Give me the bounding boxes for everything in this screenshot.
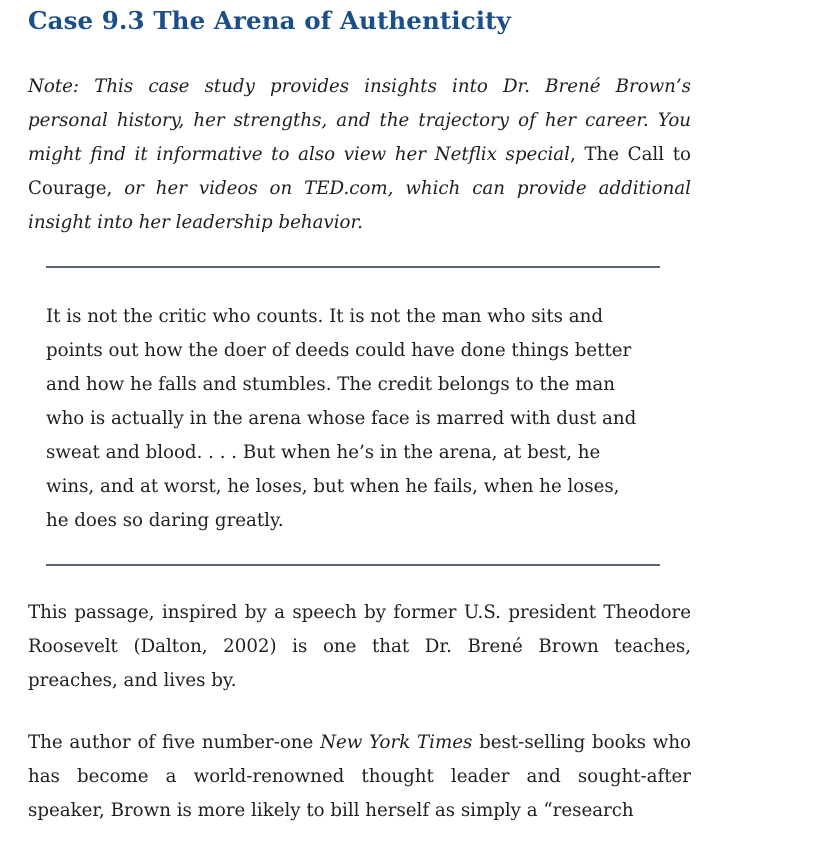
roosevelt-quote-text: It is not the critic who counts. It is not the man who sits and points out how the doer of deeds could have done things better and how he falls and stumbles. The credit belongs to the man who is actually in the arena whose face is marred with dust and sweat and blood. . . . But when he’s in the arena, at best, he wins, and at worst, he loses, but when he fails, when he loses, he does so daring greatly. (46, 306, 637, 531)
para2-text-end: best-selling books who has become a world-renowned thought leader and sought-after speaker, Brown is more likely to bill herself as simply a “research (28, 732, 691, 821)
note-text-part1: Note: This case study provides insights into Dr. Brené Brown’s personal history, her strengths, and the trajectory of her career. You might find it informative to also view her Netflix special (28, 76, 691, 165)
para2-nyt-title: New York Times (320, 732, 473, 753)
para2-text-start: The author of five number-one (28, 732, 321, 753)
case-study-page (28, 0, 691, 828)
case-note (28, 70, 691, 240)
case-title: Case 9.3 The Arena of Authenticity (28, 6, 511, 35)
quote-bottom-rule (46, 564, 660, 566)
note-netflix-title: , The Call to Courage, (28, 144, 691, 199)
body-paragraph-2 (28, 726, 691, 828)
note-text-part3: or her videos on TED.com, which can provide additional insight into her leadership behavior. (28, 178, 691, 233)
body-paragraph-1: This passage, inspired by a speech by former U.S. president Theodore Roosevelt (Dalton, 2002) is one that Dr. Brené Brown teaches, preaches, and lives by. (28, 602, 691, 691)
roosevelt-quote-block (46, 266, 660, 566)
quote-top-rule (46, 266, 660, 268)
